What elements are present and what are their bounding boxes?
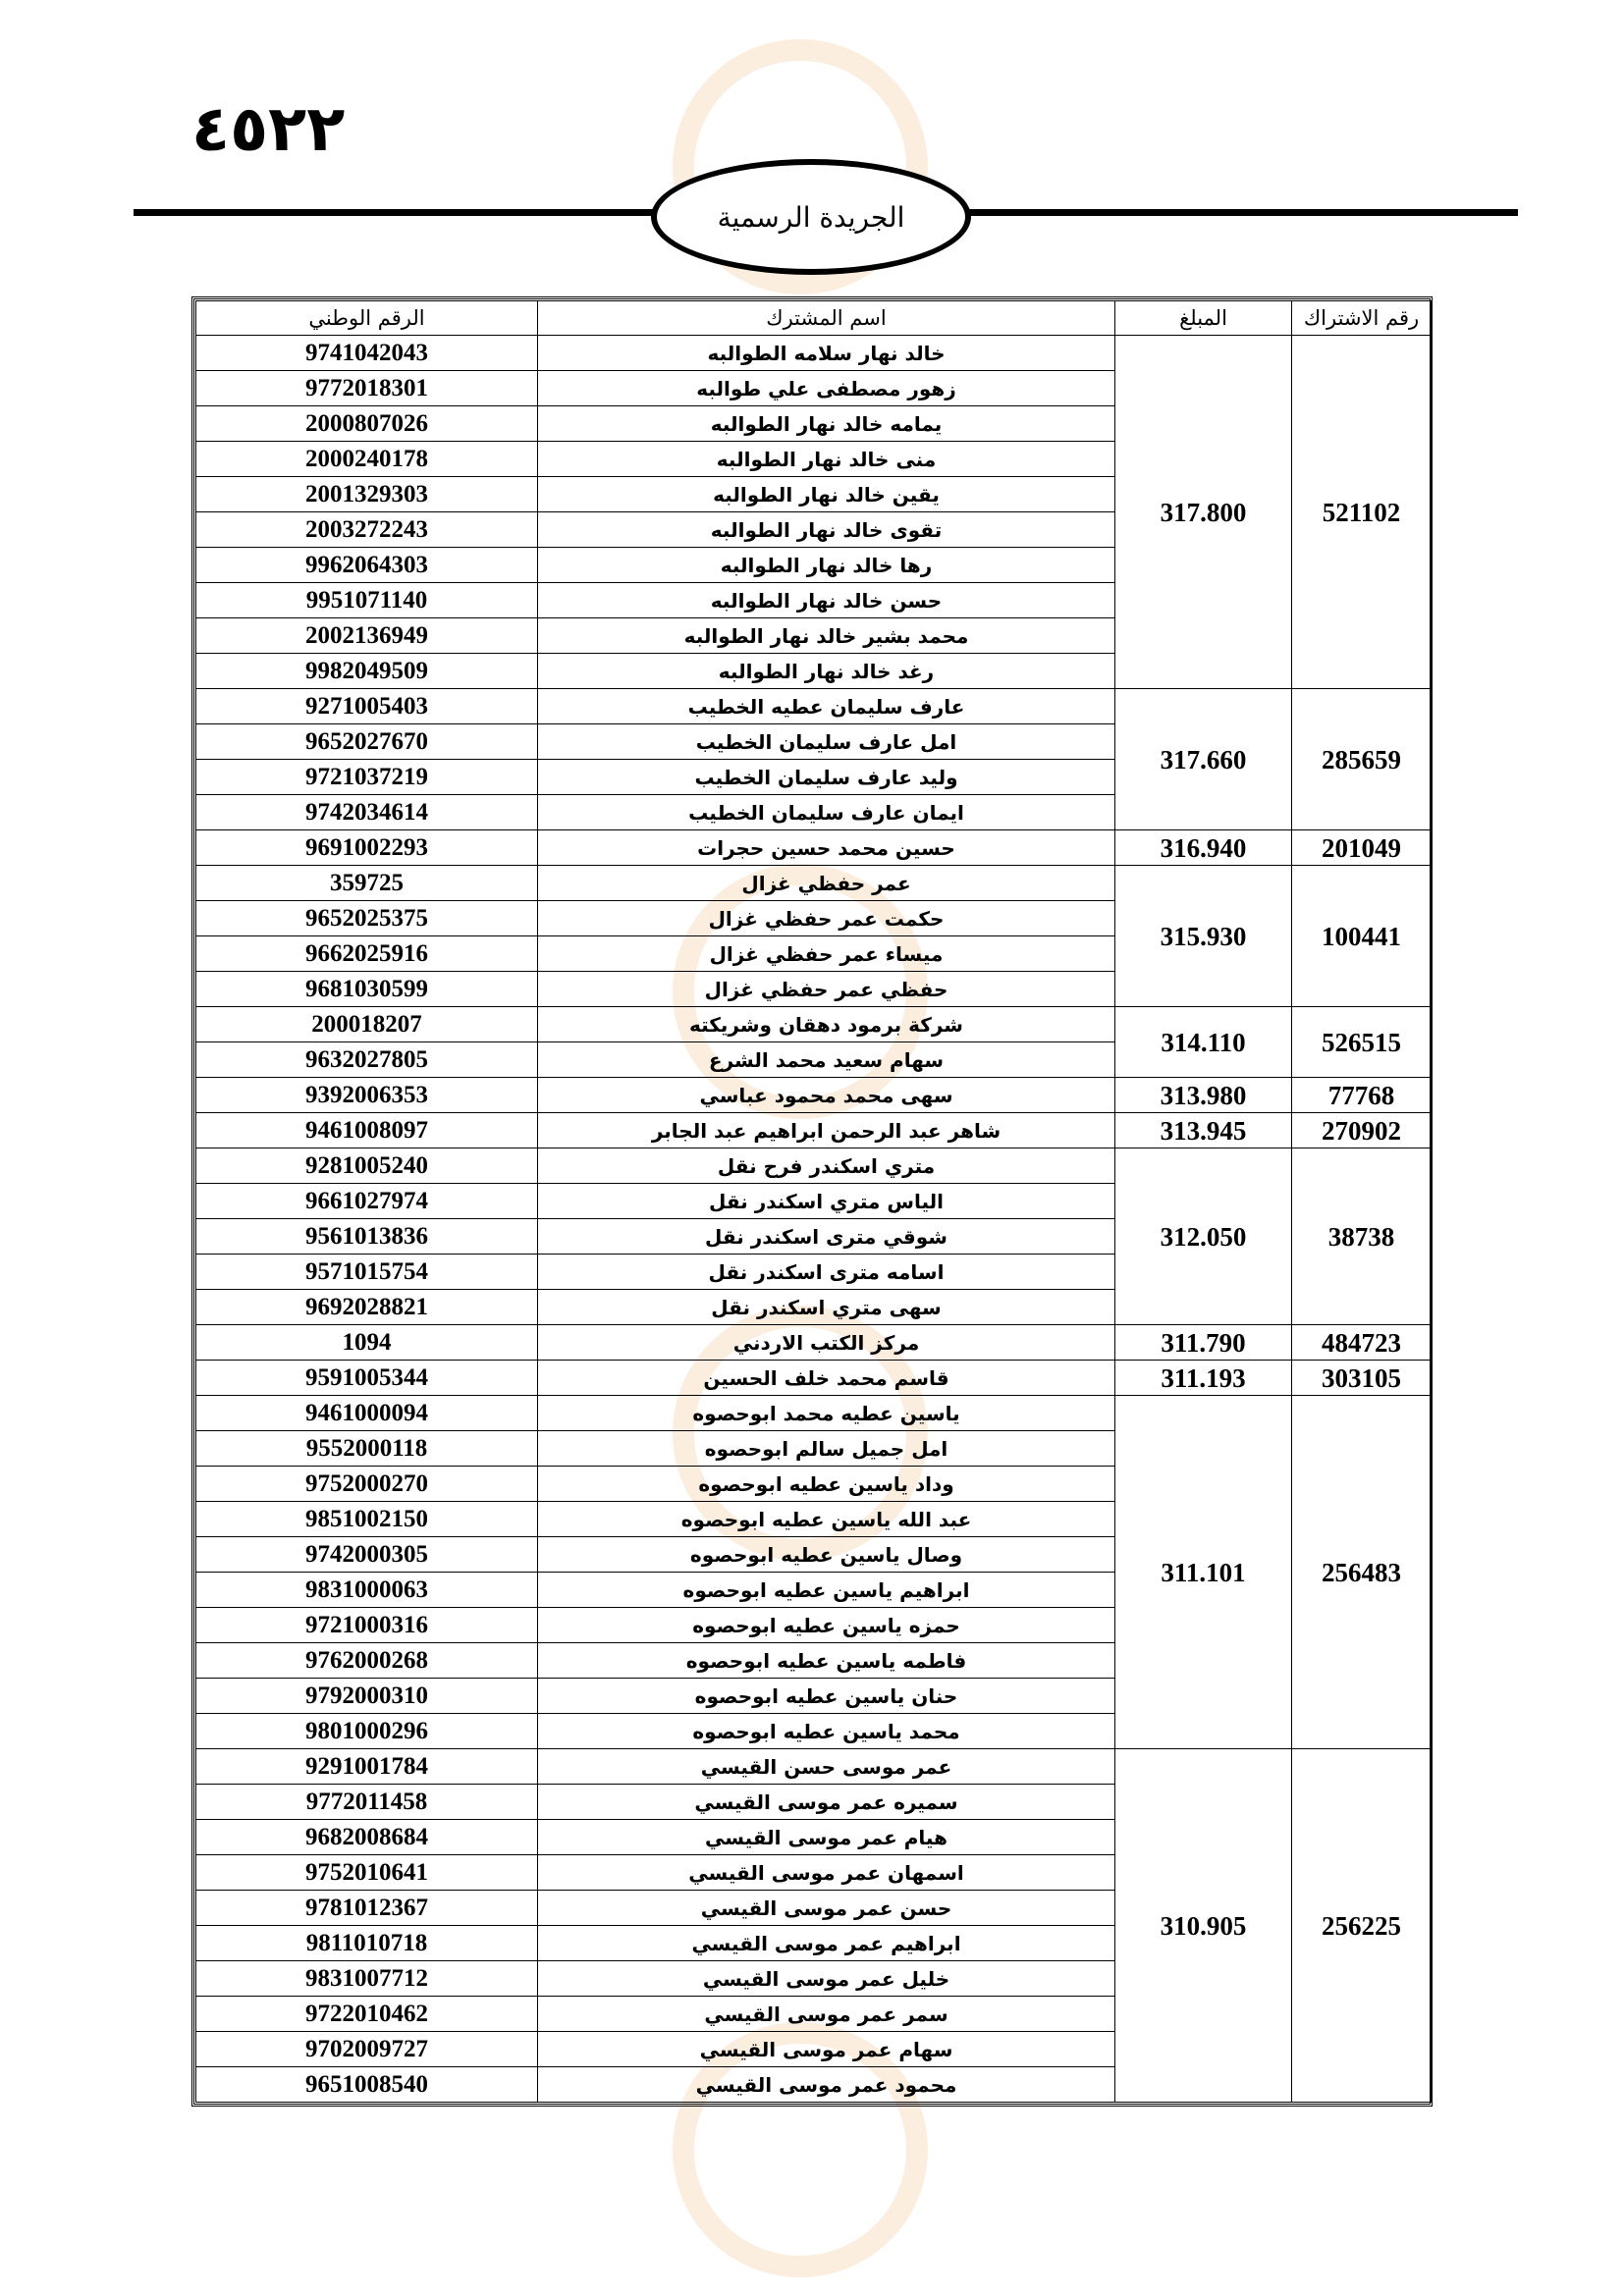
table-header-row [196,301,1432,336]
subscriber-name-cell: فاطمه ياسين عطيه ابوحصوه [538,1643,1115,1679]
subscriber-name-cell: سمر عمر موسى القيسي [538,1997,1115,2032]
national-id-cell: 9721000316 [196,1608,538,1643]
national-id-cell: 9702009727 [196,2032,538,2067]
subscription-no-cell: 77768 [1292,1078,1432,1113]
subscriber-name-cell: حفظي عمر حفظي غزال [538,972,1115,1007]
subscriber-name-cell: سهى محمد محمود عباسي [538,1078,1115,1113]
subscriber-name-cell: سميره عمر موسى القيسي [538,1785,1115,1820]
subscription-no-cell: 521102 [1292,336,1432,689]
subscriber-name-cell: هيام عمر موسى القيسي [538,1820,1115,1855]
amount-cell: 312.050 [1115,1148,1292,1325]
subscriber-name-cell: زهور مصطفى علي طوالبه [538,371,1115,406]
subscriber-name-cell: امل جميل سالم ابوحصوه [538,1431,1115,1467]
subscription-no-cell: 100441 [1292,866,1432,1007]
amount-cell: 313.945 [1115,1113,1292,1148]
amount-cell: 317.660 [1115,689,1292,830]
national-id-cell: 2000807026 [196,406,538,442]
national-id-cell: 9552000118 [196,1431,538,1467]
amount-cell: 311.790 [1115,1325,1292,1361]
table-row [196,866,1432,901]
national-id-cell: 9661027974 [196,1184,538,1219]
national-id-cell: 9651008540 [196,2067,538,2103]
amount-cell: 311.193 [1115,1361,1292,1396]
table-row [196,1325,1432,1361]
subscriber-name-cell: امل عارف سليمان الخطيب [538,724,1115,760]
table-row [196,1749,1432,1785]
national-id-cell: 9781012367 [196,1891,538,1926]
national-id-cell: 9681030599 [196,972,538,1007]
national-id-cell: 9752000270 [196,1467,538,1502]
national-id-cell: 9831007712 [196,1961,538,1997]
subscriber-name-cell: متري اسكندر فرح نقل [538,1148,1115,1184]
national-id-cell: 9662025916 [196,936,538,972]
subscriber-name-cell: منى خالد نهار الطوالبه [538,442,1115,477]
subscriber-name-cell: سهى متري اسكندر نقل [538,1290,1115,1325]
table-row [196,336,1432,371]
subscriber-name-cell: وصال ياسين عطيه ابوحصوه [538,1537,1115,1573]
national-id-cell: 9682008684 [196,1820,538,1855]
subscriber-name-cell: ياسين عطيه محمد ابوحصوه [538,1396,1115,1431]
page-number: ٤٥٢٢ [191,93,346,166]
national-id-cell: 9811010718 [196,1926,538,1961]
amount-cell: 311.101 [1115,1396,1292,1749]
subscriber-name-cell: خالد نهار سلامه الطوالبه [538,336,1115,371]
subscription-no-cell: 484723 [1292,1325,1432,1361]
national-id-cell: 9742000305 [196,1537,538,1573]
table-row [196,1361,1432,1396]
table-row [196,1007,1432,1042]
subscriber-name-cell: ابراهيم ياسين عطيه ابوحصوه [538,1573,1115,1608]
subscriber-name-cell: وليد عارف سليمان الخطيب [538,760,1115,795]
subscriber-name-cell: حسن عمر موسى القيسي [538,1891,1115,1926]
subscriber-name-cell: حسين محمد حسين حجرات [538,830,1115,866]
subscription-no-cell: 256225 [1292,1749,1432,2103]
subscription-no-cell: 256483 [1292,1396,1432,1749]
national-id-cell: 2002136949 [196,618,538,654]
header-amount: المبلغ [1115,301,1292,336]
national-id-cell: 9801000296 [196,1714,538,1749]
subscriber-name-cell: تقوى خالد نهار الطوالبه [538,512,1115,548]
national-id-cell: 9772011458 [196,1785,538,1820]
gazette-title: الجريدة الرسمية [717,200,905,234]
header-subscriber-name: اسم المشترك [538,301,1115,336]
subscriber-name-cell: عمر موسى حسن القيسي [538,1749,1115,1785]
national-id-cell: 9691002293 [196,830,538,866]
subscriber-name-cell: عبد الله ياسين عطيه ابوحصوه [538,1502,1115,1537]
national-id-cell: 9571015754 [196,1255,538,1290]
subscriber-name-cell: شاهر عبد الرحمن ابراهيم عبد الجابر [538,1113,1115,1148]
national-id-cell: 9561013836 [196,1219,538,1255]
national-id-cell: 1094 [196,1325,538,1361]
national-id-cell: 9951071140 [196,583,538,618]
subscriber-name-cell: عمر حفظي غزال [538,866,1115,901]
subscriber-name-cell: اسمهان عمر موسى القيسي [538,1855,1115,1891]
amount-cell: 313.980 [1115,1078,1292,1113]
national-id-cell: 9722010462 [196,1997,538,2032]
national-id-cell: 9792000310 [196,1679,538,1714]
subscribers-table-frame [191,296,1433,2107]
national-id-cell: 9271005403 [196,689,538,724]
national-id-cell: 9762000268 [196,1643,538,1679]
subscriber-name-cell: يمامه خالد نهار الطوالبه [538,406,1115,442]
table-row [196,1148,1432,1184]
subscription-no-cell: 285659 [1292,689,1432,830]
national-id-cell: 9652027670 [196,724,538,760]
national-id-cell: 9632027805 [196,1042,538,1078]
amount-cell: 315.930 [1115,866,1292,1007]
table-body [196,336,1432,2103]
subscriber-name-cell: حمزه ياسين عطيه ابوحصوه [538,1608,1115,1643]
subscriber-name-cell: ميساء عمر حفظي غزال [538,936,1115,972]
table-row [196,1078,1432,1113]
national-id-cell: 9831000063 [196,1573,538,1608]
subscriber-name-cell: يقين خالد نهار الطوالبه [538,477,1115,512]
subscriber-name-cell: سهام عمر موسى القيسي [538,2032,1115,2067]
subscription-no-cell: 270902 [1292,1113,1432,1148]
subscriber-name-cell: سهام سعيد محمد الشرع [538,1042,1115,1078]
amount-cell: 314.110 [1115,1007,1292,1078]
subscriber-name-cell: ابراهيم عمر موسى القيسي [538,1926,1115,1961]
subscriber-name-cell: شوقي مترى اسكندر نقل [538,1219,1115,1255]
amount-cell: 316.940 [1115,830,1292,866]
national-id-cell: 359725 [196,866,538,901]
header-subscription-no: رقم الاشتراك [1292,301,1432,336]
subscriber-name-cell: محمد ياسين عطيه ابوحصوه [538,1714,1115,1749]
national-id-cell: 2001329303 [196,477,538,512]
national-id-cell: 9742034614 [196,795,538,830]
national-id-cell: 9652025375 [196,901,538,936]
subscriber-name-cell: ايمان عارف سليمان الخطيب [538,795,1115,830]
subscribers-table [195,300,1432,2103]
header-national-id: الرقم الوطني [196,301,538,336]
subscription-no-cell: 201049 [1292,830,1432,866]
national-id-cell: 9291001784 [196,1749,538,1785]
national-id-cell: 9752010641 [196,1855,538,1891]
national-id-cell: 9591005344 [196,1361,538,1396]
national-id-cell: 9392006353 [196,1078,538,1113]
national-id-cell: 2003272243 [196,512,538,548]
gazette-title-oval [651,159,971,275]
national-id-cell: 2000240178 [196,442,538,477]
national-id-cell: 9721037219 [196,760,538,795]
subscriber-name-cell: خليل عمر موسى القيسي [538,1961,1115,1997]
subscription-no-cell: 38738 [1292,1148,1432,1325]
national-id-cell: 9461008097 [196,1113,538,1148]
subscriber-name-cell: الياس متري اسكندر نقل [538,1184,1115,1219]
subscriber-name-cell: رها خالد نهار الطوالبه [538,548,1115,583]
subscriber-name-cell: حنان ياسين عطيه ابوحصوه [538,1679,1115,1714]
subscriber-name-cell: محمد بشير خالد نهار الطوالبه [538,618,1115,654]
subscriber-name-cell: حسن خالد نهار الطوالبه [538,583,1115,618]
table-row [196,830,1432,866]
national-id-cell: 9741042043 [196,336,538,371]
subscriber-name-cell: شركة برمود دهقان وشريكته [538,1007,1115,1042]
subscriber-name-cell: اسامه مترى اسكندر نقل [538,1255,1115,1290]
national-id-cell: 9851002150 [196,1502,538,1537]
national-id-cell: 9461000094 [196,1396,538,1431]
national-id-cell: 9982049509 [196,654,538,689]
table-row [196,1113,1432,1148]
subscriber-name-cell: رغد خالد نهار الطوالبه [538,654,1115,689]
national-id-cell: 9962064303 [196,548,538,583]
subscriber-name-cell: وداد ياسين عطيه ابوحصوه [538,1467,1115,1502]
national-id-cell: 9692028821 [196,1290,538,1325]
subscription-no-cell: 526515 [1292,1007,1432,1078]
subscriber-name-cell: محمود عمر موسى القيسي [538,2067,1115,2103]
subscriber-name-cell: عارف سليمان عطيه الخطيب [538,689,1115,724]
subscription-no-cell: 303105 [1292,1361,1432,1396]
subscriber-name-cell: قاسم محمد خلف الحسين [538,1361,1115,1396]
national-id-cell: 9772018301 [196,371,538,406]
national-id-cell: 9281005240 [196,1148,538,1184]
amount-cell: 310.905 [1115,1749,1292,2103]
national-id-cell: 200018207 [196,1007,538,1042]
subscriber-name-cell: حكمت عمر حفظي غزال [538,901,1115,936]
table-row [196,1396,1432,1431]
amount-cell: 317.800 [1115,336,1292,689]
table-row [196,689,1432,724]
subscriber-name-cell: مركز الكتب الاردني [538,1325,1115,1361]
